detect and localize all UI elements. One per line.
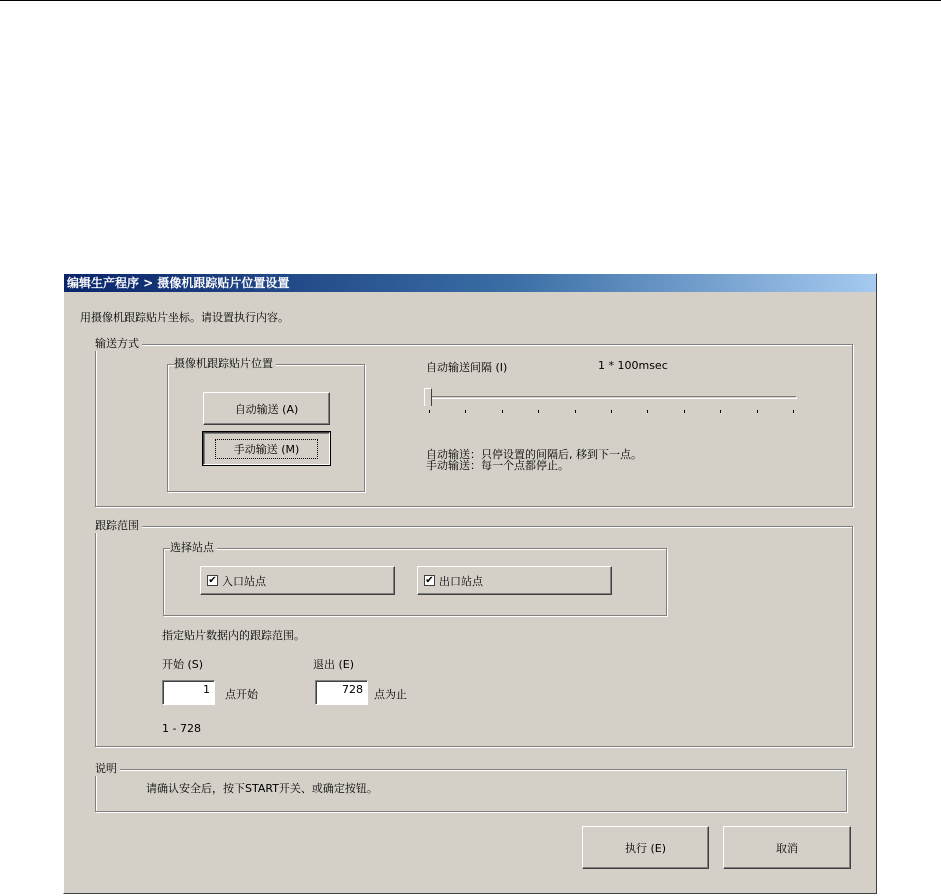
- camera-track-group: [167, 357, 365, 492]
- slider-tick: [611, 410, 612, 413]
- start-point-input[interactable]: 1: [162, 680, 215, 705]
- end-label: 退出 (E): [313, 658, 355, 671]
- dialog-title: 编辑生产程序 > 摄像机跟踪贴片位置设置: [64, 274, 876, 292]
- end-suffix: 点为止: [374, 688, 407, 701]
- range-text: 1 - 728: [162, 722, 201, 735]
- station-select-group-title: 选择站点: [170, 541, 217, 555]
- slider-tick: [793, 410, 794, 413]
- interval-label: 自动输送间隔 (I): [426, 361, 508, 374]
- exit-station-toggle[interactable]: [417, 566, 612, 595]
- slider-tick: [502, 410, 503, 413]
- note-text: 请确认安全后，按下START开关、或确定按钮。: [146, 782, 378, 795]
- slider-tick: [720, 410, 721, 413]
- entry-station-toggle[interactable]: [200, 566, 395, 595]
- start-suffix: 点开始: [225, 688, 258, 701]
- start-label: 开始 (S): [162, 658, 204, 671]
- end-point-input[interactable]: 728: [315, 680, 368, 705]
- exit-station-label: 出口站点: [439, 574, 483, 588]
- tracking-range-group-title: 跟踪范围: [95, 519, 142, 533]
- entry-station-checkbox[interactable]: ✔: [208, 575, 217, 586]
- slider-tick: [757, 410, 758, 413]
- intro-text: 用摄像机跟踪贴片坐标。请设置执行内容。: [80, 311, 289, 324]
- cancel-button[interactable]: 取消: [723, 826, 851, 869]
- slider-tick: [465, 410, 466, 413]
- dialog-window: [63, 273, 877, 894]
- camera-track-group-title: 摄像机跟踪贴片位置: [174, 357, 276, 371]
- manual-transport-desc: 手动输送：每一个点都停止。: [426, 459, 569, 472]
- auto-transport-button[interactable]: 自动输送 (A): [203, 392, 330, 425]
- slider-tick: [429, 410, 430, 413]
- interval-slider-thumb[interactable]: [424, 388, 432, 406]
- slider-tick: [647, 410, 648, 413]
- manual-transport-label: 手动输送 (M): [215, 439, 319, 459]
- execute-button[interactable]: 执行 (E): [582, 826, 709, 869]
- exit-station-checkbox[interactable]: ✔: [425, 575, 434, 586]
- range-hint: 指定贴片数据内的跟踪范围。: [162, 629, 305, 642]
- transport-group-title: 输送方式: [95, 337, 142, 351]
- slider-tick: [575, 410, 576, 413]
- slider-tick: [538, 410, 539, 413]
- entry-station-label: 入口站点: [222, 574, 266, 588]
- auto-transport-desc: 自动输送：只停设置的间隔后, 移到下一点。: [426, 448, 642, 461]
- interval-slider-track[interactable]: [429, 396, 797, 399]
- slider-tick: [684, 410, 685, 413]
- interval-value: 1 * 100msec: [598, 359, 668, 372]
- note-group-title: 说明: [95, 762, 120, 776]
- manual-transport-button[interactable]: [203, 432, 330, 465]
- page-top-rule: [0, 0, 941, 1]
